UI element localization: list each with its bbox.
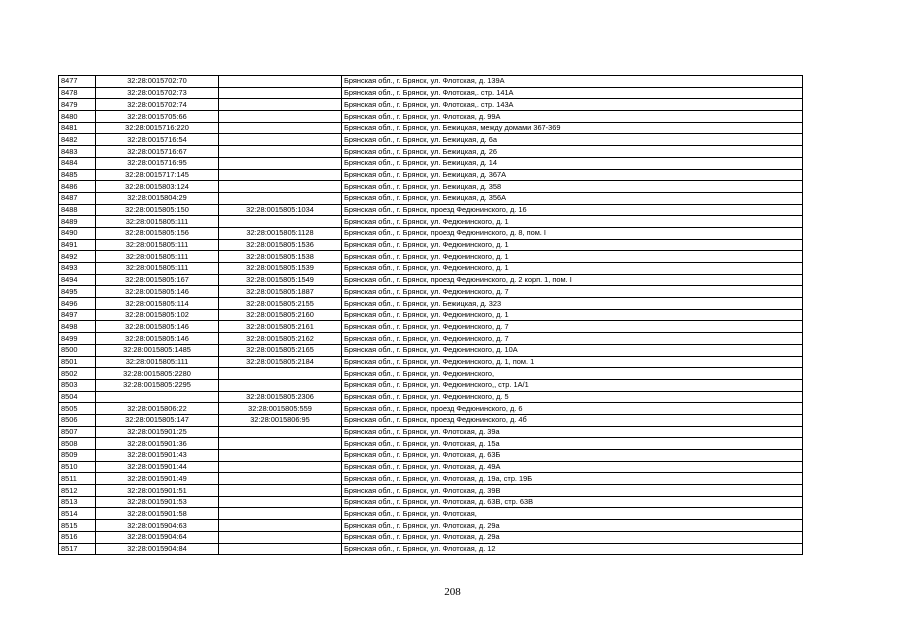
address-cell: Брянская обл., г. Брянск, проезд Федюнинского, д. 4б (342, 414, 803, 426)
row-number-cell: 8503 (59, 379, 96, 391)
table-row (59, 461, 803, 473)
address-cell: Брянская обл., г. Брянск, ул. Бежицкая, д. 6а (342, 134, 803, 146)
table-row (59, 122, 803, 134)
linked-cadastral-number-cell (219, 496, 342, 508)
address-cell: Брянская обл., г. Брянск, ул. Флотская,. стр. 143А (342, 99, 803, 111)
table-row (59, 543, 803, 555)
row-number-cell: 8479 (59, 99, 96, 111)
address-cell: Брянская обл., г. Брянск, ул. Федюнинского,, стр. 1А/1 (342, 379, 803, 391)
row-number-cell: 8489 (59, 216, 96, 228)
linked-cadastral-number-cell (219, 122, 342, 134)
row-number-cell: 8510 (59, 461, 96, 473)
linked-cadastral-number-cell (219, 438, 342, 450)
table-row (59, 473, 803, 485)
cadastral-number-cell: 32:28:0015716:67 (96, 146, 219, 158)
linked-cadastral-number-cell (219, 216, 342, 228)
address-cell: Брянская обл., г. Брянск, ул. Флотская, д. 63В, стр. 63В (342, 496, 803, 508)
table-row (59, 134, 803, 146)
table-row (59, 227, 803, 239)
linked-cadastral-number-cell (219, 543, 342, 555)
table-row (59, 216, 803, 228)
table-row (59, 169, 803, 181)
row-number-cell: 8512 (59, 485, 96, 497)
address-cell: Брянская обл., г. Брянск, проезд Федюнинского, д. 6 (342, 403, 803, 415)
linked-cadastral-number-cell: 32:28:0015805:2184 (219, 356, 342, 368)
address-cell: Брянская обл., г. Брянск, ул. Федюнинского, д. 7 (342, 333, 803, 345)
row-number-cell: 8504 (59, 391, 96, 403)
table-row (59, 274, 803, 286)
address-cell: Брянская обл., г. Брянск, ул. Федюнинского, д. 1 (342, 309, 803, 321)
linked-cadastral-number-cell: 32:28:0015805:2155 (219, 298, 342, 310)
table-row (59, 368, 803, 380)
linked-cadastral-number-cell: 32:28:0015805:1536 (219, 239, 342, 251)
row-number-cell: 8511 (59, 473, 96, 485)
table-row (59, 356, 803, 368)
cadastral-number-cell: 32:28:0015805:146 (96, 286, 219, 298)
cadastral-number-cell: 32:28:0015716:95 (96, 157, 219, 169)
linked-cadastral-number-cell: 32:28:0015805:1128 (219, 227, 342, 239)
cadastral-number-cell: 32:28:0015904:64 (96, 531, 219, 543)
cadastral-number-cell: 32:28:0015901:51 (96, 485, 219, 497)
row-number-cell: 8480 (59, 111, 96, 123)
address-cell: Брянская обл., г. Брянск, ул. Бежицкая, д. 323 (342, 298, 803, 310)
table-row (59, 76, 803, 88)
cadastral-number-cell: 32:28:0015716:220 (96, 122, 219, 134)
row-number-cell: 8498 (59, 321, 96, 333)
cadastral-number-cell: 32:28:0015901:49 (96, 473, 219, 485)
row-number-cell: 8514 (59, 508, 96, 520)
cadastral-number-cell: 32:28:0015702:70 (96, 76, 219, 88)
cadastral-number-cell: 32:28:0015904:84 (96, 543, 219, 555)
address-cell: Брянская обл., г. Брянск, ул. Флотская, (342, 508, 803, 520)
linked-cadastral-number-cell: 32:28:0015805:1887 (219, 286, 342, 298)
cadastral-number-cell: 32:28:0015805:2295 (96, 379, 219, 391)
linked-cadastral-number-cell (219, 192, 342, 204)
cadastral-number-cell: 32:28:0015804:29 (96, 192, 219, 204)
address-cell: Брянская обл., г. Брянск, ул. Федюнинского, д. 1, пом. 1 (342, 356, 803, 368)
linked-cadastral-number-cell (219, 99, 342, 111)
address-cell: Брянская обл., г. Брянск, ул. Федюнинского, (342, 368, 803, 380)
table-row (59, 426, 803, 438)
table-row (59, 438, 803, 450)
linked-cadastral-number-cell (219, 181, 342, 193)
cadastral-number-cell: 32:28:0015805:2280 (96, 368, 219, 380)
row-number-cell: 8508 (59, 438, 96, 450)
linked-cadastral-number-cell (219, 473, 342, 485)
table-row (59, 99, 803, 111)
register-table-body (59, 76, 803, 555)
linked-cadastral-number-cell (219, 379, 342, 391)
address-cell: Брянская обл., г. Брянск, ул. Федюнинского, д. 1 (342, 239, 803, 251)
row-number-cell: 8513 (59, 496, 96, 508)
cadastral-number-cell: 32:28:0015901:44 (96, 461, 219, 473)
address-cell: Брянская обл., г. Брянск, ул. Флотская, д. 139А (342, 76, 803, 88)
linked-cadastral-number-cell (219, 520, 342, 532)
row-number-cell: 8497 (59, 309, 96, 321)
linked-cadastral-number-cell (219, 485, 342, 497)
linked-cadastral-number-cell: 32:28:0015805:1539 (219, 263, 342, 275)
address-cell: Брянская обл., г. Брянск, ул. Флотская, д. 19а, стр. 19Б (342, 473, 803, 485)
table-row (59, 403, 803, 415)
table-row (59, 87, 803, 99)
address-cell: Брянская обл., г. Брянск, ул. Флотская, д. 99А (342, 111, 803, 123)
cadastral-number-cell: 32:28:0015904:63 (96, 520, 219, 532)
linked-cadastral-number-cell (219, 450, 342, 462)
linked-cadastral-number-cell (219, 76, 342, 88)
address-cell: Брянская обл., г. Брянск, ул. Флотская, д. 12 (342, 543, 803, 555)
table-row (59, 450, 803, 462)
row-number-cell: 8501 (59, 356, 96, 368)
address-cell: Брянская обл., г. Брянск, ул. Флотская, д. 63Б (342, 450, 803, 462)
table-row (59, 146, 803, 158)
cadastral-number-cell: 32:28:0015805:111 (96, 251, 219, 263)
address-cell: Брянская обл., г. Брянск, ул. Флотская, д. 39а (342, 426, 803, 438)
table-row (59, 157, 803, 169)
linked-cadastral-number-cell: 32:28:0015805:1538 (219, 251, 342, 263)
row-number-cell: 8495 (59, 286, 96, 298)
table-row (59, 531, 803, 543)
linked-cadastral-number-cell (219, 87, 342, 99)
address-cell: Брянская обл., г. Брянск, ул. Бежицкая, д. 14 (342, 157, 803, 169)
address-cell: Брянская обл., г. Брянск, ул. Бежицкая, д. 356А (342, 192, 803, 204)
row-number-cell: 8491 (59, 239, 96, 251)
page-number: 208 (444, 586, 461, 598)
table-row (59, 263, 803, 275)
table-row (59, 414, 803, 426)
address-cell: Брянская обл., г. Брянск, ул. Флотская, д. 29а (342, 520, 803, 532)
linked-cadastral-number-cell (219, 134, 342, 146)
linked-cadastral-number-cell: 32:28:0015805:559 (219, 403, 342, 415)
cadastral-number-cell (96, 391, 219, 403)
row-number-cell: 8481 (59, 122, 96, 134)
table-row (59, 333, 803, 345)
table-row (59, 508, 803, 520)
cadastral-number-cell: 32:28:0015805:111 (96, 216, 219, 228)
cadastral-number-cell: 32:28:0015805:1485 (96, 344, 219, 356)
cadastral-number-cell: 32:28:0015901:53 (96, 496, 219, 508)
table-row (59, 391, 803, 403)
linked-cadastral-number-cell (219, 169, 342, 181)
table-row (59, 181, 803, 193)
address-cell: Брянская обл., г. Брянск, ул. Федюнинского, д. 1 (342, 216, 803, 228)
table-row (59, 496, 803, 508)
linked-cadastral-number-cell: 32:28:0015805:2162 (219, 333, 342, 345)
address-cell: Брянская обл., г. Брянск, ул. Федюнинского, д. 5 (342, 391, 803, 403)
linked-cadastral-number-cell: 32:28:0015805:1549 (219, 274, 342, 286)
cadastral-number-cell: 32:28:0015705:66 (96, 111, 219, 123)
cadastral-number-cell: 32:28:0015805:111 (96, 263, 219, 275)
row-number-cell: 8499 (59, 333, 96, 345)
table-row (59, 379, 803, 391)
cadastral-number-cell: 32:28:0015717:145 (96, 169, 219, 181)
row-number-cell: 8515 (59, 520, 96, 532)
linked-cadastral-number-cell (219, 461, 342, 473)
address-cell: Брянская обл., г. Брянск, проезд Федюнинского, д. 8, пом. I (342, 227, 803, 239)
address-cell: Брянская обл., г. Брянск, ул. Бежицкая, д. 358 (342, 181, 803, 193)
row-number-cell: 8485 (59, 169, 96, 181)
row-number-cell: 8484 (59, 157, 96, 169)
linked-cadastral-number-cell (219, 368, 342, 380)
linked-cadastral-number-cell (219, 111, 342, 123)
table-row (59, 344, 803, 356)
linked-cadastral-number-cell: 32:28:0015805:2306 (219, 391, 342, 403)
cadastral-number-cell: 32:28:0015805:111 (96, 356, 219, 368)
linked-cadastral-number-cell: 32:28:0015806:95 (219, 414, 342, 426)
linked-cadastral-number-cell (219, 426, 342, 438)
cadastral-number-cell: 32:28:0015805:146 (96, 333, 219, 345)
linked-cadastral-number-cell (219, 531, 342, 543)
row-number-cell: 8482 (59, 134, 96, 146)
cadastral-number-cell: 32:28:0015901:36 (96, 438, 219, 450)
cadastral-number-cell: 32:28:0015805:146 (96, 321, 219, 333)
linked-cadastral-number-cell: 32:28:0015805:1034 (219, 204, 342, 216)
table-row (59, 111, 803, 123)
row-number-cell: 8488 (59, 204, 96, 216)
row-number-cell: 8506 (59, 414, 96, 426)
cadastral-number-cell: 32:28:0015901:58 (96, 508, 219, 520)
table-row (59, 485, 803, 497)
row-number-cell: 8517 (59, 543, 96, 555)
row-number-cell: 8516 (59, 531, 96, 543)
address-cell: Брянская обл., г. Брянск, ул. Флотская,. стр. 141А (342, 87, 803, 99)
row-number-cell: 8494 (59, 274, 96, 286)
property-register-table (58, 75, 803, 555)
row-number-cell: 8505 (59, 403, 96, 415)
linked-cadastral-number-cell (219, 146, 342, 158)
row-number-cell: 8492 (59, 251, 96, 263)
address-cell: Брянская обл., г. Брянск, ул. Бежицкая, между домами 367-369 (342, 122, 803, 134)
address-cell: Брянская обл., г. Брянск, ул. Бежицкая, д. 26 (342, 146, 803, 158)
table-row (59, 192, 803, 204)
cadastral-number-cell: 32:28:0015901:25 (96, 426, 219, 438)
cadastral-number-cell: 32:28:0015803:124 (96, 181, 219, 193)
cadastral-number-cell: 32:28:0015805:167 (96, 274, 219, 286)
table-row (59, 321, 803, 333)
row-number-cell: 8483 (59, 146, 96, 158)
linked-cadastral-number-cell: 32:28:0015805:2161 (219, 321, 342, 333)
linked-cadastral-number-cell: 32:28:0015805:2165 (219, 344, 342, 356)
address-cell: Брянская обл., г. Брянск, ул. Федюнинского, д. 1 (342, 263, 803, 275)
address-cell: Брянская обл., г. Брянск, проезд Федюнинского, д. 2 корп. 1, пом. I (342, 274, 803, 286)
table-row (59, 298, 803, 310)
linked-cadastral-number-cell (219, 157, 342, 169)
address-cell: Брянская обл., г. Брянск, ул. Флотская, д. 39В (342, 485, 803, 497)
linked-cadastral-number-cell: 32:28:0015805:2160 (219, 309, 342, 321)
row-number-cell: 8502 (59, 368, 96, 380)
address-cell: Брянская обл., г. Брянск, ул. Федюнинского, д. 7 (342, 321, 803, 333)
cadastral-number-cell: 32:28:0015805:147 (96, 414, 219, 426)
table-row (59, 251, 803, 263)
cadastral-number-cell: 32:28:0015805:156 (96, 227, 219, 239)
address-cell: Брянская обл., г. Брянск, ул. Федюнинского, д. 10А (342, 344, 803, 356)
table-row (59, 239, 803, 251)
table-row (59, 520, 803, 532)
cadastral-number-cell: 32:28:0015806:22 (96, 403, 219, 415)
address-cell: Брянская обл., г. Брянск, ул. Флотская, д. 29а (342, 531, 803, 543)
address-cell: Брянская обл., г. Брянск, ул. Флотская, д. 49А (342, 461, 803, 473)
table-row (59, 286, 803, 298)
cadastral-number-cell: 32:28:0015901:43 (96, 450, 219, 462)
cadastral-number-cell: 32:28:0015805:114 (96, 298, 219, 310)
row-number-cell: 8487 (59, 192, 96, 204)
address-cell: Брянская обл., г. Брянск, ул. Флотская, д. 15а (342, 438, 803, 450)
row-number-cell: 8496 (59, 298, 96, 310)
address-cell: Брянская обл., г. Брянск, ул. Федюнинского, д. 7 (342, 286, 803, 298)
cadastral-number-cell: 32:28:0015805:111 (96, 239, 219, 251)
cadastral-number-cell: 32:28:0015805:102 (96, 309, 219, 321)
row-number-cell: 8493 (59, 263, 96, 275)
row-number-cell: 8490 (59, 227, 96, 239)
row-number-cell: 8509 (59, 450, 96, 462)
row-number-cell: 8500 (59, 344, 96, 356)
cadastral-number-cell: 32:28:0015716:54 (96, 134, 219, 146)
cadastral-number-cell: 32:28:0015702:73 (96, 87, 219, 99)
table-row (59, 309, 803, 321)
table-row (59, 204, 803, 216)
row-number-cell: 8477 (59, 76, 96, 88)
row-number-cell: 8486 (59, 181, 96, 193)
row-number-cell: 8507 (59, 426, 96, 438)
address-cell: Брянская обл., г. Брянск, ул. Бежицкая, д. 367А (342, 169, 803, 181)
cadastral-number-cell: 32:28:0015805:150 (96, 204, 219, 216)
cadastral-number-cell: 32:28:0015702:74 (96, 99, 219, 111)
row-number-cell: 8478 (59, 87, 96, 99)
address-cell: Брянская обл., г. Брянск, проезд Федюнинского, д. 16 (342, 204, 803, 216)
linked-cadastral-number-cell (219, 508, 342, 520)
address-cell: Брянская обл., г. Брянск, ул. Федюнинского, д. 1 (342, 251, 803, 263)
